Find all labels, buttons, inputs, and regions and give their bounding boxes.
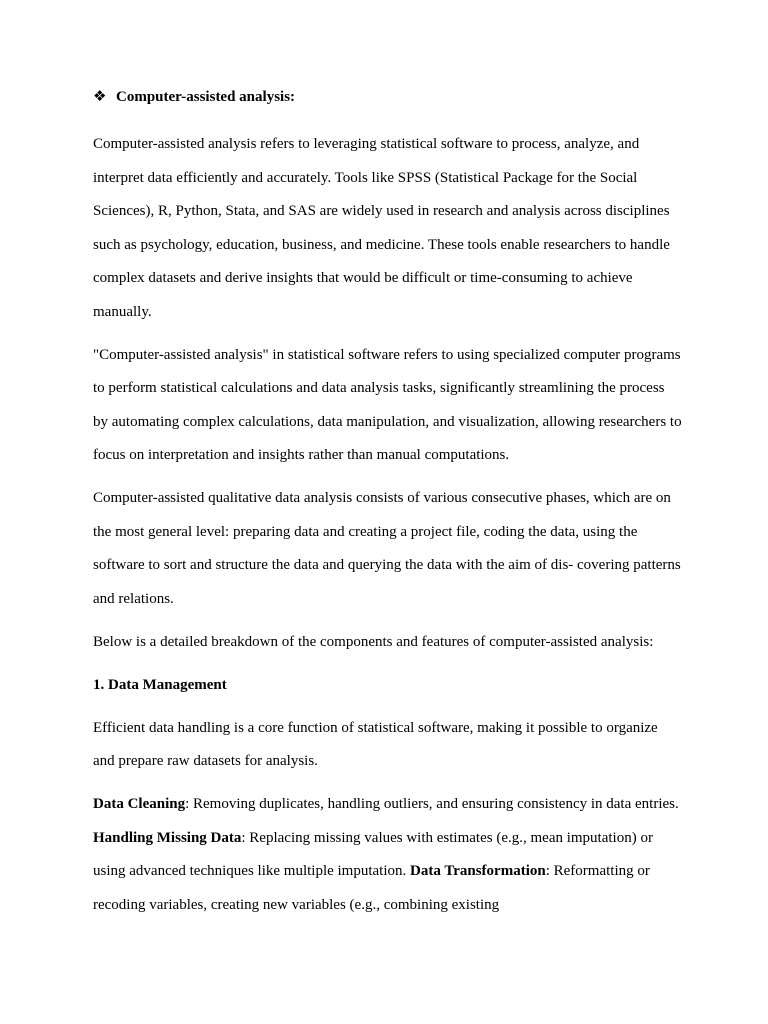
text-data-transformation: : Reformatting or recoding variables, creating new variables (e.g., combining existing bbox=[93, 863, 650, 913]
subsection-heading-data-management: 1. Data Management bbox=[93, 676, 227, 693]
text-handling-missing-data: : Replacing missing values with estimates (e.g., mean imputation) or using advanced techniques like multiple imputation. bbox=[93, 829, 653, 879]
paragraph-breakdown-intro: Below is a detailed breakdown of the components and features of computer-assisted analysis: bbox=[93, 633, 654, 650]
paragraph-qualitative-phases: Computer-assisted qualitative data analysis consists of various consecutive phases, which are on the most general level: preparing data and creating a project file, coding the data, using the software to sort and structure the data and querying the data with the aim of dis- covering patterns and relations. bbox=[93, 490, 681, 607]
term-data-transformation: Data Transformation bbox=[410, 863, 546, 879]
paragraph-data-management-intro: Efficient data handling is a core function of statistical software, making it possible to organize and prepare raw datasets for analysis. bbox=[93, 719, 658, 769]
term-data-cleaning: Data Cleaning bbox=[93, 796, 186, 812]
document-body bbox=[93, 84, 683, 932]
paragraph-definition: Computer-assisted analysis refers to leveraging statistical software to process, analyze, and interpret data efficiently and accurately. Tools like SPSS (Statistical Package for the Social Sciences), R, Python, Stata, and SAS are widely used in research and analysis across disciplines such as psychology, education, business, and medicine. These tools enable researchers to handle complex datasets and derive insights that would be difficult or time-consuming to achieve manually. bbox=[93, 136, 670, 320]
diamond-bullet-icon: ❖ bbox=[93, 87, 107, 105]
term-handling-missing-data: Handling Missing Data bbox=[93, 829, 242, 846]
section-heading bbox=[93, 84, 683, 109]
paragraph-data-management-items bbox=[93, 788, 683, 922]
section-heading-title: Computer-assisted analysis: bbox=[116, 89, 296, 105]
text-data-cleaning: : Removing duplicates, handling outliers, and ensuring consistency in data entries. bbox=[185, 796, 679, 812]
paragraph-software-usage: "Computer-assisted analysis" in statistical software refers to using specialized computer programs to perform statistical calculations and data analysis tasks, significantly streamlining the process by automating complex calculations, data manipulation, and visualization, allowing researchers to focus on interpretation and insights rather than manual computations. bbox=[93, 346, 682, 463]
